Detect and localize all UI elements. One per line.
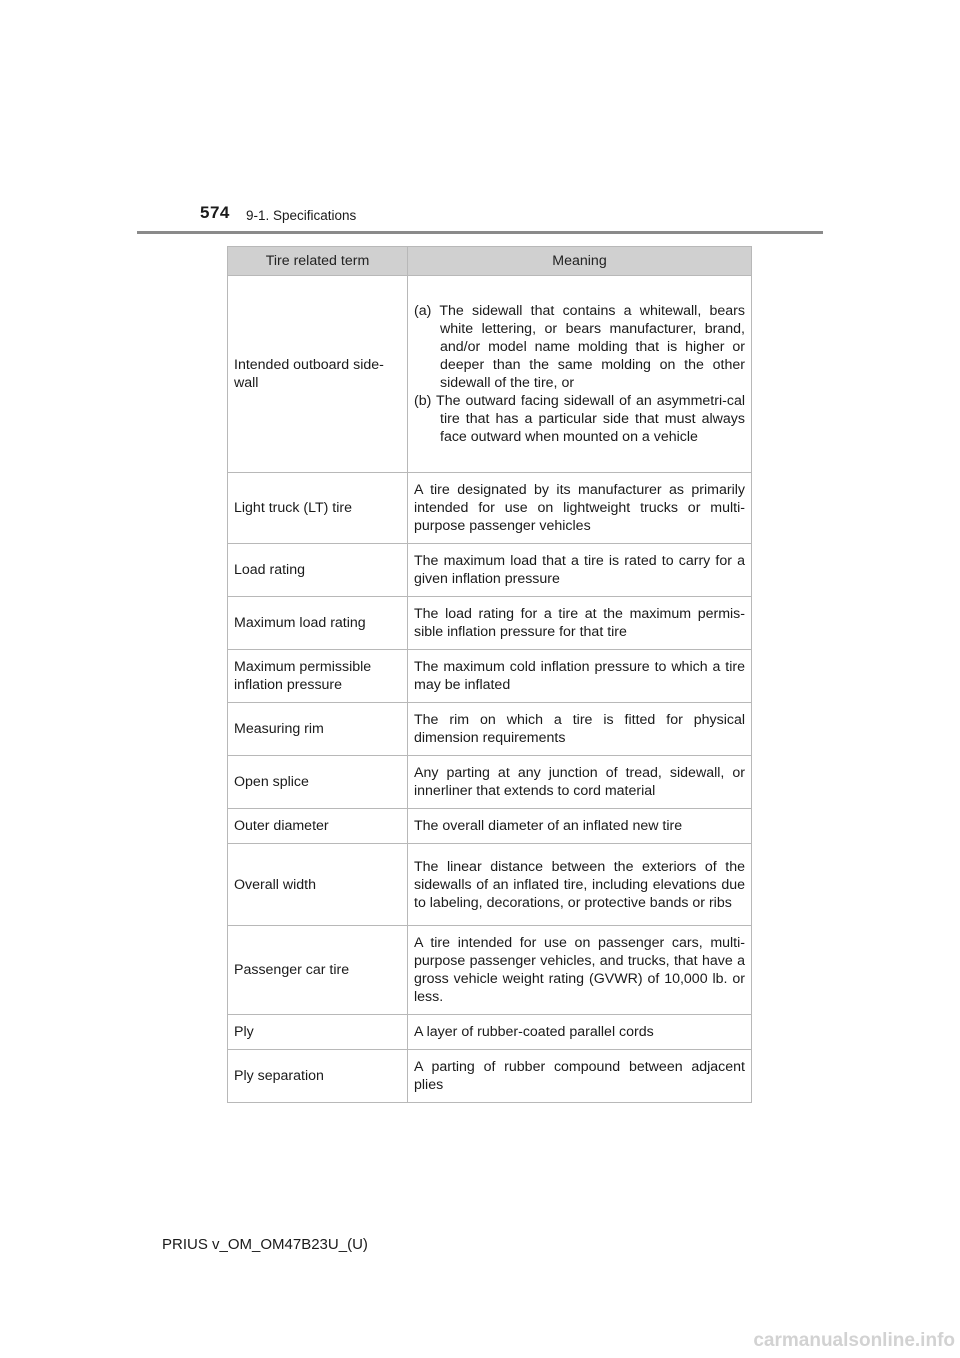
term-cell: Maximum permissible inflation pressure xyxy=(228,650,408,703)
meaning-cell: The rim on which a tire is fitted for physical dimension requirements xyxy=(408,703,752,756)
meaning-cell: A parting of rubber compound between adjacent plies xyxy=(408,1050,752,1103)
meaning-cell: Any parting at any junction of tread, sidewall, or innerliner that extends to cord material xyxy=(408,756,752,809)
column-header-meaning: Meaning xyxy=(408,247,752,276)
table-row xyxy=(228,756,752,809)
table-row xyxy=(228,597,752,650)
table-row xyxy=(228,926,752,1015)
meaning-list-item: (a) The sidewall that contains a whitewall, bears white lettering, or bears manufacturer, brand, and/or model name molding that is higher or deeper than the same molding on the other sidewall of the tire, or xyxy=(414,303,745,391)
table-row xyxy=(228,844,752,926)
table-row xyxy=(228,650,752,703)
footer-doc-id: PRIUS v_OM_OM47B23U_(U) xyxy=(162,1236,368,1253)
term-cell: Outer diameter xyxy=(228,809,408,844)
header-divider xyxy=(137,231,823,234)
term-cell: Open splice xyxy=(228,756,408,809)
meaning-cell: A layer of rubber-coated parallel cords xyxy=(408,1015,752,1050)
table-row xyxy=(228,1015,752,1050)
meaning-cell: The linear distance between the exteriors of the sidewalls of an inflated tire, including elevations due to labeling, decorations, or protective bands or ribs xyxy=(408,844,752,926)
meaning-cell: A tire designated by its manufacturer as primarily intended for use on lightweight trucks or multi-purpose passenger vehicles xyxy=(408,473,752,544)
meaning-cell: A tire intended for use on passenger cars, multi-purpose passenger vehicles, and trucks, that have a gross vehicle weight rating (GVWR) of 10,000 lb. or less. xyxy=(408,926,752,1015)
table-header-row xyxy=(228,247,752,276)
term-cell: Load rating xyxy=(228,544,408,597)
term-cell: Overall width xyxy=(228,844,408,926)
term-cell: Light truck (LT) tire xyxy=(228,473,408,544)
column-header-term: Tire related term xyxy=(228,247,408,276)
term-cell: Maximum load rating xyxy=(228,597,408,650)
table-row xyxy=(228,703,752,756)
table-row xyxy=(228,544,752,597)
watermark: carmanualsonline.info xyxy=(753,1330,955,1351)
meaning-cell: The overall diameter of an inflated new tire xyxy=(408,809,752,844)
meaning-cell: The maximum cold inflation pressure to which a tire may be inflated xyxy=(408,650,752,703)
term-cell: Intended outboard side-wall xyxy=(228,276,408,473)
term-cell: Ply separation xyxy=(228,1050,408,1103)
table-row xyxy=(228,473,752,544)
meaning-list-item: (b) The outward facing sidewall of an asymmetri-cal tire that has a particular side that must always face outward when mounted on a vehicle xyxy=(414,393,745,445)
page-number: 574 xyxy=(200,203,230,222)
tire-terms-table xyxy=(227,246,752,1103)
table-row xyxy=(228,1050,752,1103)
term-cell: Ply xyxy=(228,1015,408,1050)
table-row xyxy=(228,276,752,473)
meaning-cell: The maximum load that a tire is rated to carry for a given inflation pressure xyxy=(408,544,752,597)
meaning-cell: The load rating for a tire at the maximum permis-sible inflation pressure for that tire xyxy=(408,597,752,650)
term-cell: Measuring rim xyxy=(228,703,408,756)
section-title: 9-1. Specifications xyxy=(246,208,357,223)
table-row xyxy=(228,809,752,844)
meaning-cell xyxy=(408,276,752,473)
term-cell: Passenger car tire xyxy=(228,926,408,1015)
